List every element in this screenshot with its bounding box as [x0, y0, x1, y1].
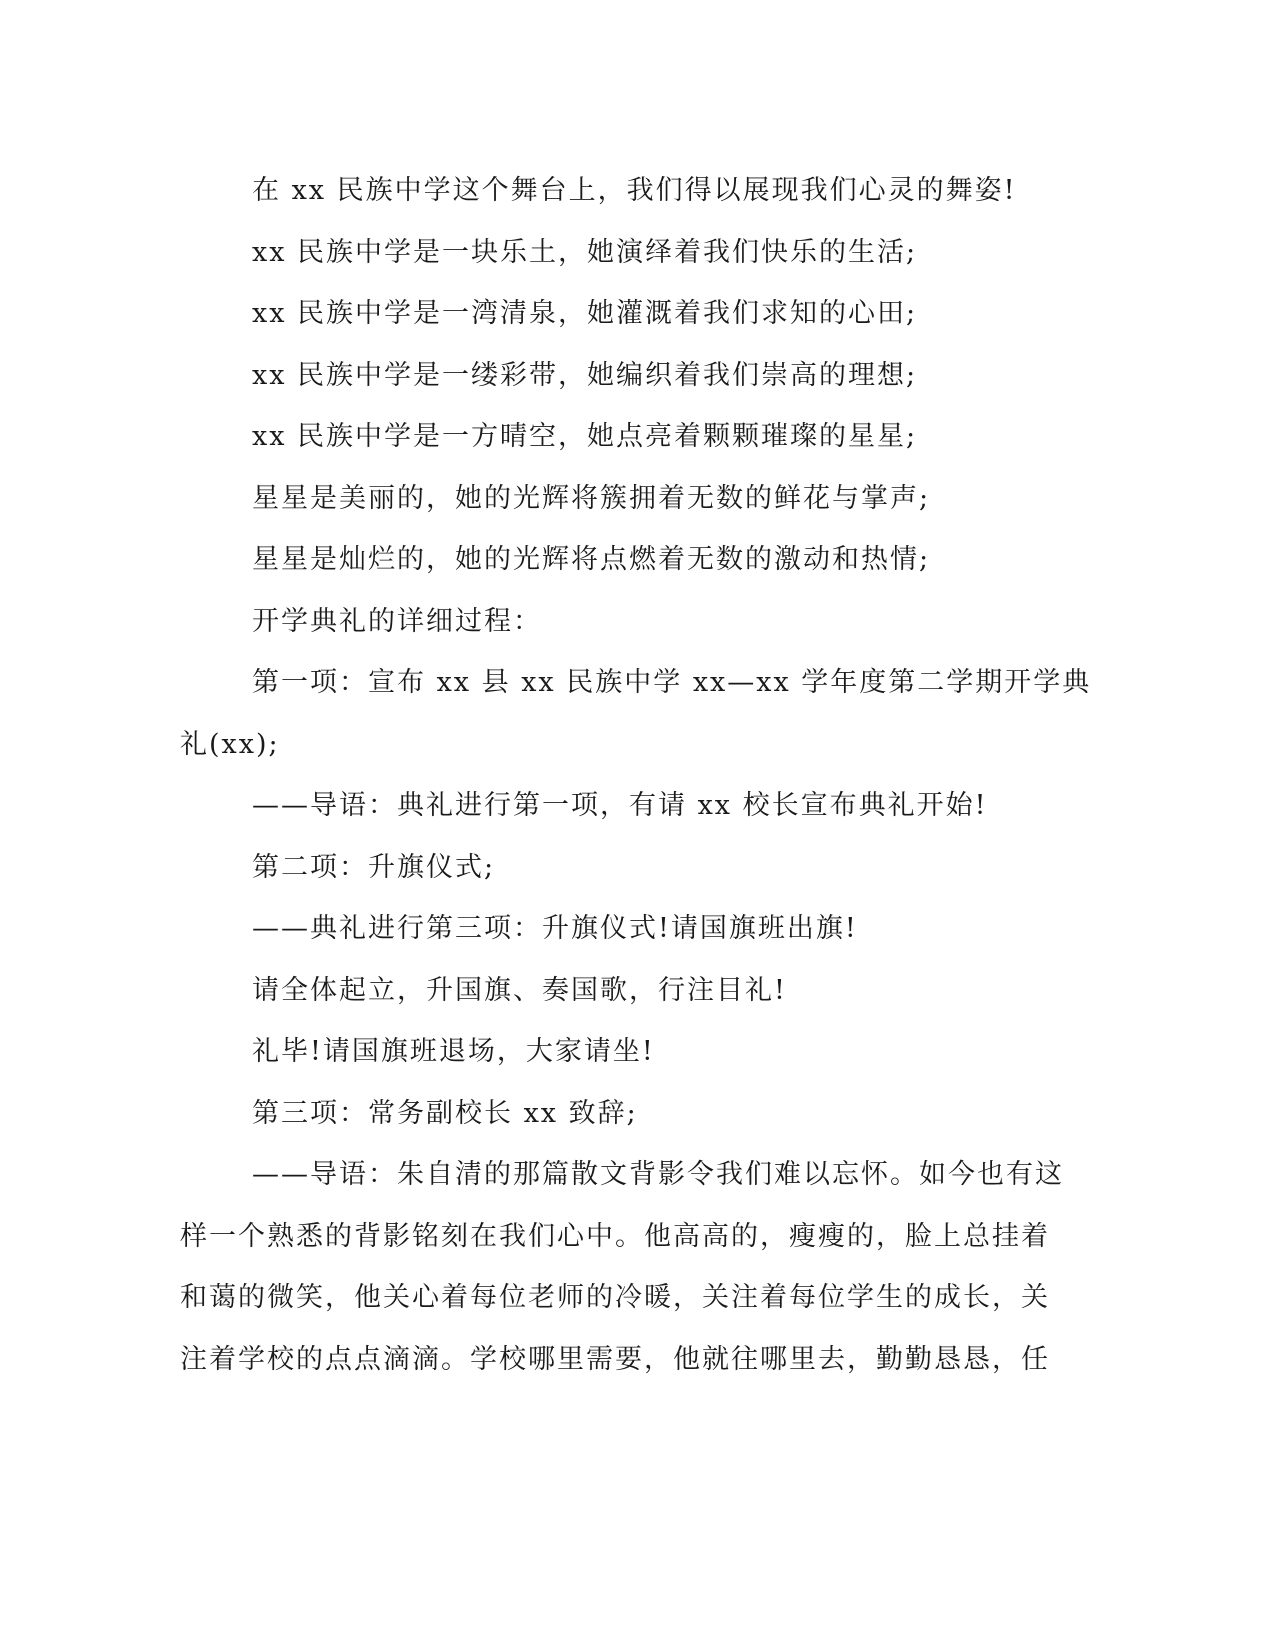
- text-line: 请全体起立，升国旗、奏国歌，行注目礼!: [252, 974, 787, 1006]
- text-line: ——导语：朱自清的那篇散文背影令我们难以忘怀。如今也有这: [252, 1159, 1064, 1190]
- text-line: 第三项：常务副校长 xx 致辞;: [252, 1097, 638, 1129]
- text-line: 礼毕!请国旗班退场，大家请坐!: [252, 1036, 655, 1067]
- text-line-continuation: 注着学校的点点滴滴。学校哪里需要，他就往哪里去，勤勤恳恳，任: [180, 1343, 1050, 1375]
- text-line: 星星是灿烂的，她的光辉将点燃着无数的激动和热情;: [252, 544, 931, 575]
- section-heading: 开学典礼的详细过程：: [252, 605, 542, 637]
- text-line: ——典礼进行第三项：升旗仪式!请国旗班出旗!: [252, 913, 858, 944]
- text-line: 星星是美丽的，她的光辉将簇拥着无数的鲜花与掌声;: [252, 482, 931, 514]
- text-line-continuation: 样一个熟悉的背影铭刻在我们心中。他高高的，瘦瘦的，脸上总挂着: [180, 1220, 1050, 1252]
- text-line: xx 民族中学是一块乐土，她演绎着我们快乐的生活;: [252, 236, 918, 268]
- text-line: 在 xx 民族中学这个舞台上，我们得以展现我们心灵的舞姿!: [252, 175, 1017, 206]
- text-line-continuation: 和蔼的微笑，他关心着每位老师的冷暖，关注着每位学生的成长，关: [180, 1282, 1050, 1313]
- text-line: 第一项：宣布 xx 县 xx 民族中学 xx—xx 学年度第二学期开学典: [252, 667, 1092, 698]
- text-line: xx 民族中学是一方晴空，她点亮着颗颗璀璨的星星;: [252, 421, 918, 452]
- text-line: ——导语：典礼进行第一项，有请 xx 校长宣布典礼开始!: [252, 790, 988, 821]
- text-line: xx 民族中学是一缕彩带，她编织着我们崇高的理想;: [252, 359, 918, 391]
- text-line: xx 民族中学是一湾清泉，她灌溉着我们求知的心田;: [252, 298, 918, 329]
- text-line-continuation: 礼(xx);: [180, 728, 280, 760]
- text-line: 第二项：升旗仪式;: [252, 851, 496, 883]
- document-body: [180, 160, 1092, 1390]
